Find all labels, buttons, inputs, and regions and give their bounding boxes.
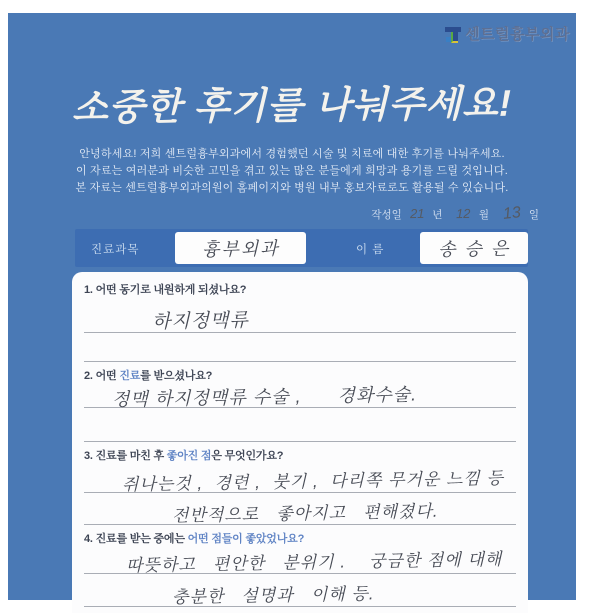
department-handwritten-value: 흉부외과 [201, 238, 280, 260]
handwritten-answer: 하지정맥류 [151, 310, 249, 333]
question-text: 3. 진료를 마친 후 [84, 450, 167, 462]
date-label: 작성일 [371, 209, 402, 221]
question-text: 1. 어떤 동기로 내원하게 되셨나요? [84, 284, 247, 296]
handwritten-answer: 정맥 하지정맥류 수술 , 경화수술. [111, 384, 418, 410]
answer-line [84, 333, 516, 362]
answer-line [84, 384, 516, 408]
date-month-unit: 월 [478, 209, 490, 221]
question-highlight-text: 어떤 점들이 좋았었나요? [187, 533, 305, 545]
question-4 [84, 525, 516, 607]
questionnaire-card [72, 272, 528, 613]
handwritten-answer: 쥐나는것 , 경련 , 붓기 , 다리쪽 무거운 느낌 등 [121, 468, 505, 495]
question-3 [84, 442, 516, 525]
written-date [371, 205, 545, 223]
intro-line: 본 자료는 센트럴흉부외과의원이 홈페이지와 병원 내부 홍보자료로도 활용될 수 있습니다. [75, 182, 509, 194]
answer-line [84, 547, 516, 574]
name-field [420, 232, 528, 264]
question-text: 2. 어떤 [84, 370, 120, 382]
patient-info-bar [75, 229, 528, 267]
name-handwritten-value: 송 승 은 [437, 238, 511, 260]
clinic-logo-text: 센트럴흉부외과 [465, 26, 570, 43]
question-highlight-text: 진료 [119, 370, 141, 382]
date-year-unit: 년 [432, 209, 443, 221]
clinic-logo-icon [445, 26, 461, 42]
name-label: 이 름 [356, 244, 385, 256]
question-2 [84, 362, 516, 442]
question-text: 은 무엇인가요? [211, 450, 284, 462]
answer-line [84, 574, 516, 607]
date-day-handwritten: 13 [502, 204, 522, 223]
scanned-review-sheet [8, 13, 576, 607]
question-3-title [84, 442, 516, 464]
question-2-title [84, 362, 516, 384]
handwritten-answer: 전반적으로 좋아지고 편해졌다. [171, 501, 439, 526]
intro-line: 이 자료는 여러분과 비슷한 고민을 겪고 있는 많은 분들에게 희망과 용기를 드릴 것입니다. [75, 165, 509, 177]
page-title: 소중한 후기를 나눠주세요! [71, 82, 513, 129]
department-label: 진료과목 [91, 244, 140, 256]
intro-paragraph [8, 146, 576, 197]
clinic-logo [445, 23, 570, 44]
question-text: 를 받으셨나요? [140, 370, 213, 382]
question-1-title [84, 274, 516, 298]
answer-line [84, 464, 516, 493]
answer-line [84, 298, 516, 333]
intro-line: 안녕하세요! 저희 센트럴흉부외과에서 경험했던 시술 및 치료에 대한 후기를 나눠주세요. [79, 148, 505, 160]
date-day-unit: 일 [528, 209, 539, 221]
handwritten-answer: 충분한 설명과 이해 등. [171, 584, 375, 607]
answer-line [84, 493, 516, 525]
question-highlight-text: 좋아진 점 [166, 450, 212, 462]
question-1 [84, 274, 516, 362]
answer-line [84, 408, 516, 442]
date-month-handwritten: 12 [456, 205, 472, 222]
department-field [175, 232, 306, 264]
handwritten-answer: 따뜻하고 편안한 분위기 . 궁금한 점에 대해 [125, 549, 503, 576]
date-year-handwritten: 21 [409, 205, 425, 222]
question-text: 4. 진료를 받는 중에는 [84, 533, 188, 545]
question-4-title [84, 525, 516, 547]
